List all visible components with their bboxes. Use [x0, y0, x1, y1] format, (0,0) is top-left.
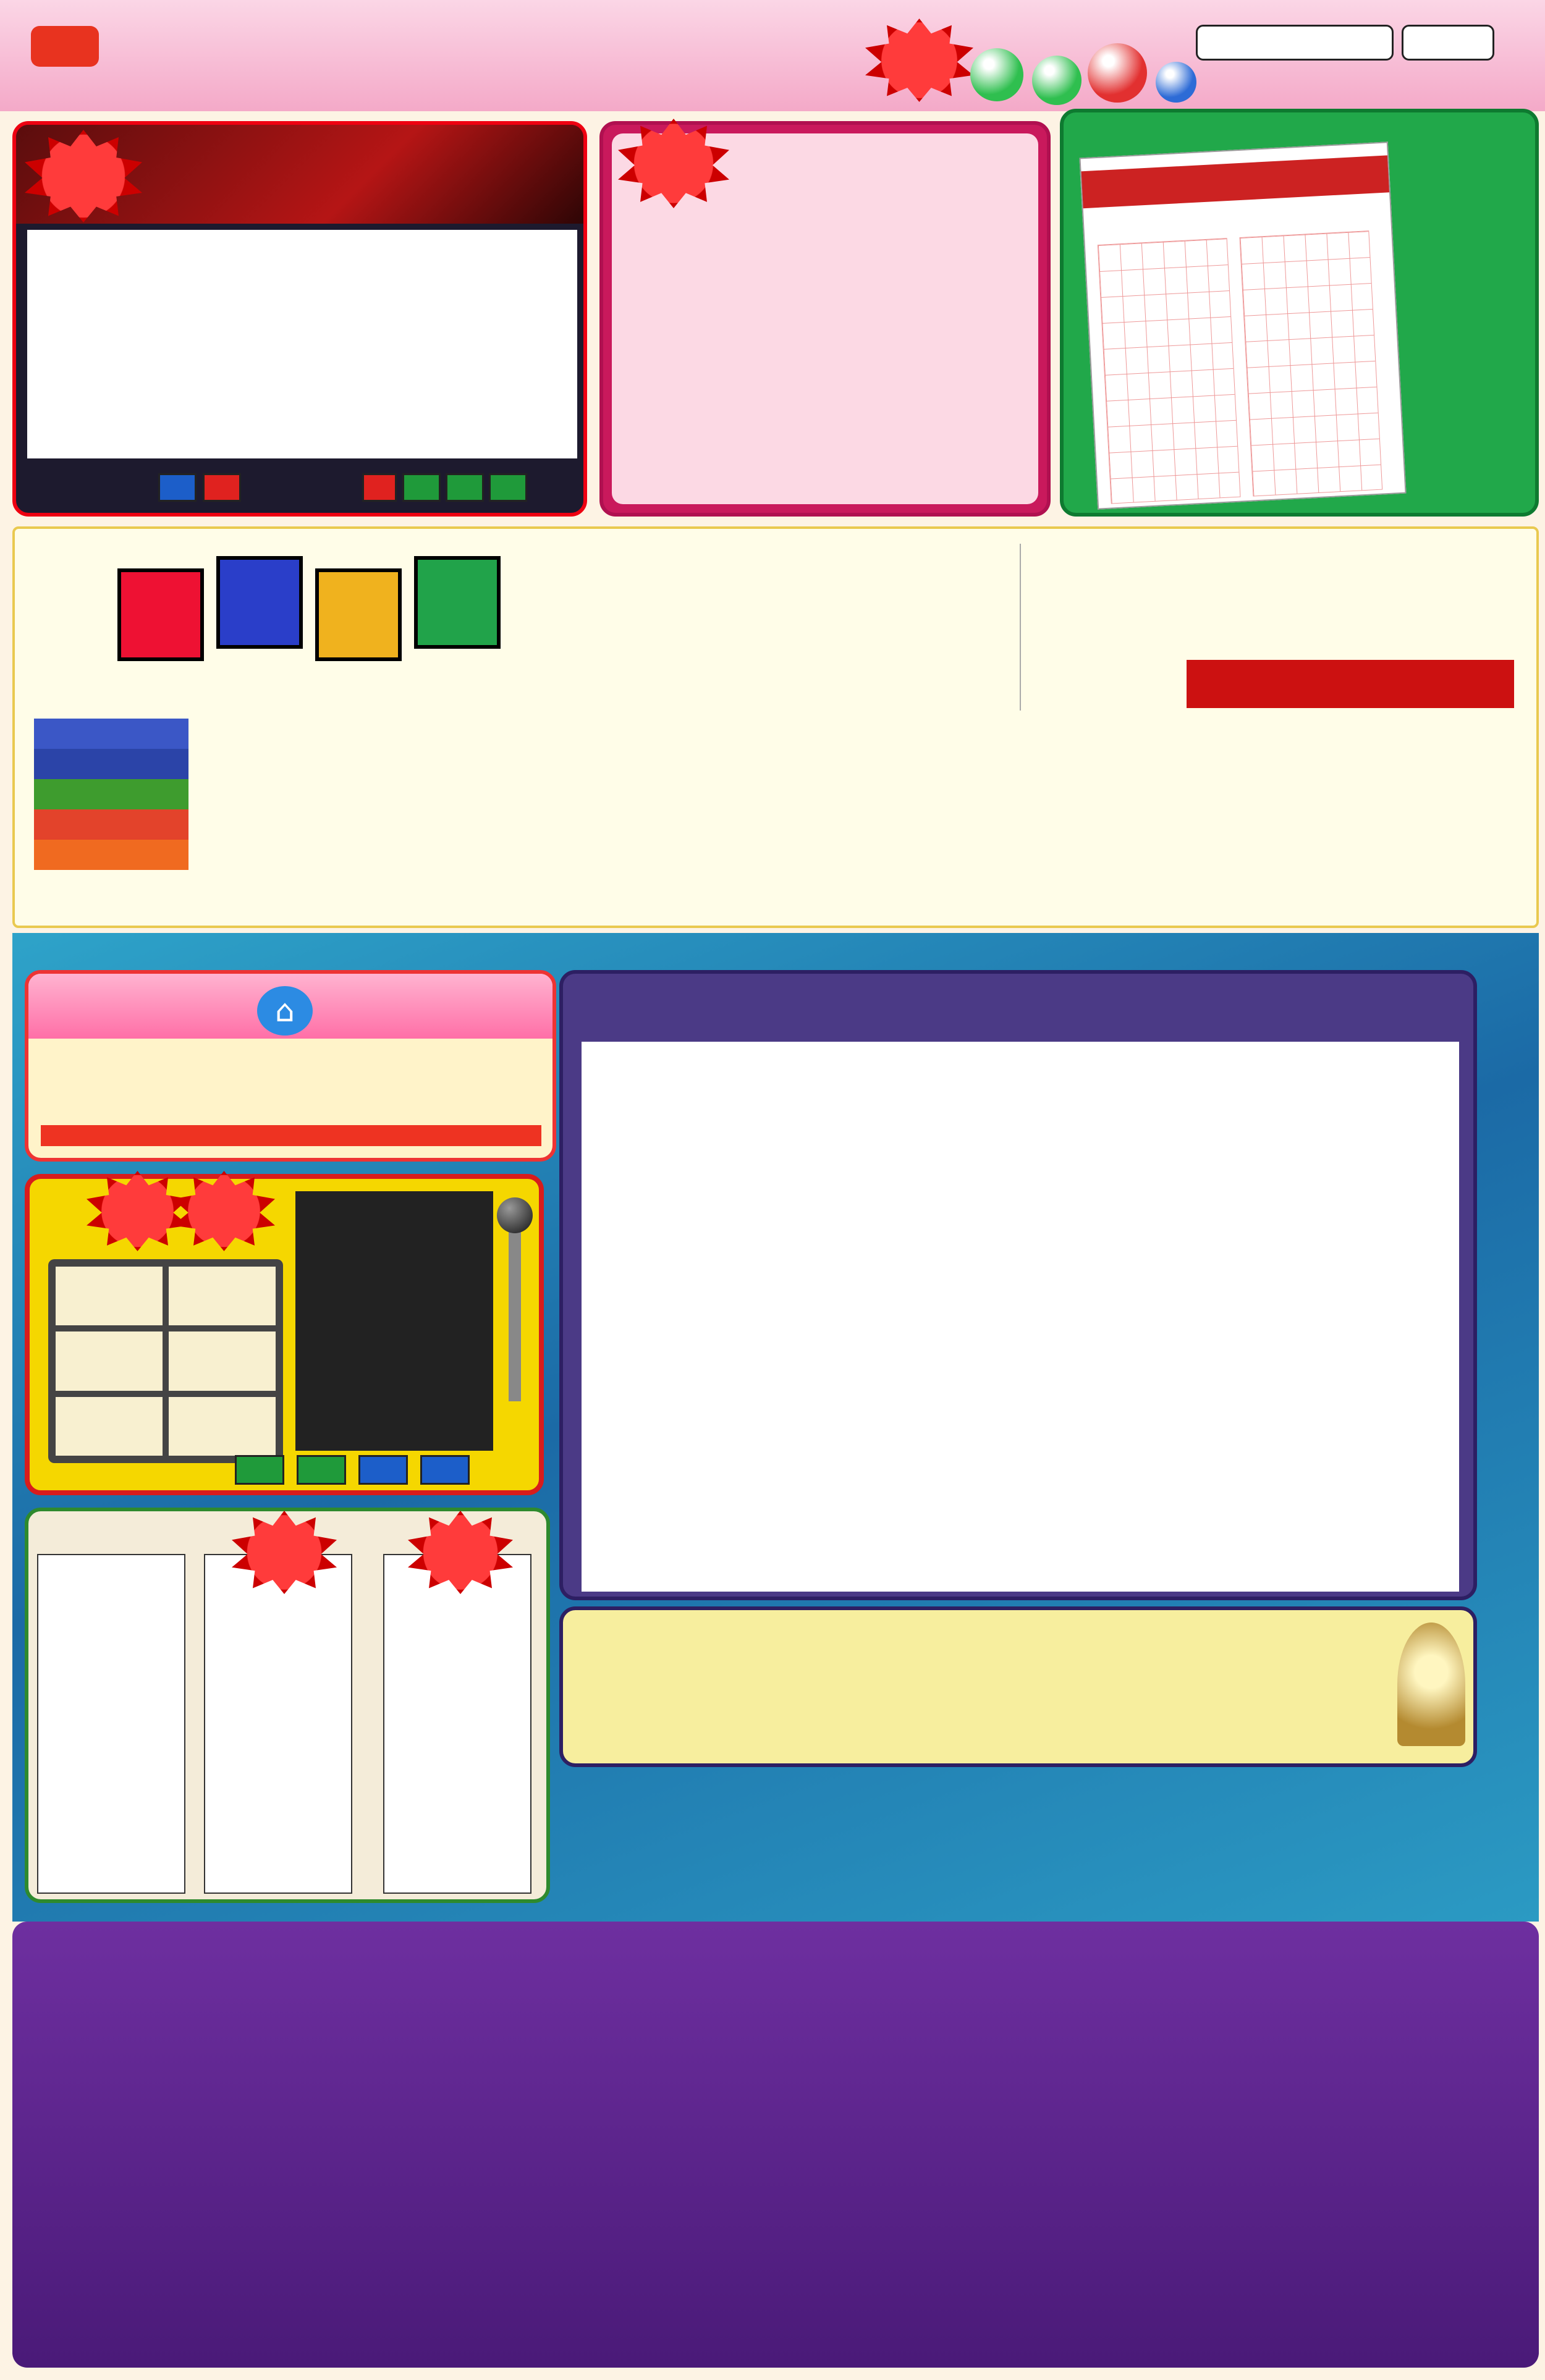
family-body	[53, 1047, 535, 1115]
slot-reel	[56, 1397, 163, 1456]
slip-grid-2	[1240, 230, 1383, 496]
dragon-title-char	[117, 568, 204, 661]
slot-number	[235, 1455, 284, 1485]
dragon-title-char	[25, 550, 111, 636]
slip-head-1	[1096, 214, 1220, 220]
family-note	[41, 1125, 541, 1146]
zhongyoumi-body	[628, 224, 1030, 471]
dragon-chart	[188, 717, 1511, 921]
dragon-divider	[1020, 544, 1021, 711]
history-title	[588, 982, 1453, 1038]
lottery-slip	[1079, 141, 1406, 509]
issue-date	[1196, 25, 1394, 61]
dragon-col1	[513, 544, 995, 711]
slot-reel	[169, 1267, 276, 1325]
family-panel	[25, 970, 556, 1162]
header-ball	[1088, 43, 1147, 103]
header-ball	[1156, 62, 1196, 103]
door-label	[34, 809, 188, 840]
dan-number	[203, 473, 241, 502]
slip-banner	[1079, 153, 1406, 209]
killers-title-bar	[559, 1634, 1474, 1671]
slot-reel	[56, 1331, 163, 1390]
dan-number	[158, 473, 197, 502]
tuo-number	[446, 473, 484, 502]
killers-area	[575, 1677, 1458, 1903]
slot-reel	[56, 1267, 163, 1325]
tuo-number	[402, 473, 441, 502]
slot-reel	[169, 1397, 276, 1456]
dragon-title-char	[315, 568, 402, 661]
heads-table-2	[204, 1554, 352, 1894]
slot-reels	[48, 1259, 283, 1463]
slip-head-2	[1238, 206, 1374, 213]
shentong-picks	[66, 471, 572, 504]
tuo-number	[489, 473, 527, 502]
slip-grid-1	[1098, 238, 1241, 504]
dragon-col2	[1029, 544, 1517, 655]
dragon-picks	[1187, 660, 1514, 708]
issue-weekday	[1402, 25, 1494, 61]
dragon-title	[25, 550, 507, 673]
slot-number	[358, 1455, 408, 1485]
slot-stats	[295, 1191, 493, 1451]
killers-title	[1149, 1634, 1187, 1670]
family-home-icon: ⌂	[257, 986, 313, 1036]
slot-number	[420, 1455, 470, 1485]
heads-table-1	[37, 1554, 185, 1894]
door-label	[34, 719, 188, 749]
slot-knob	[497, 1197, 533, 1233]
door-label	[34, 779, 188, 809]
door-label	[34, 749, 188, 779]
lottery-panel	[1060, 109, 1539, 517]
history-panel	[559, 970, 1477, 1600]
header-ball	[1032, 56, 1082, 105]
edition-badge	[31, 26, 99, 67]
slot-number	[297, 1455, 346, 1485]
slot-number-row	[235, 1455, 494, 1486]
shentong-body	[27, 230, 577, 458]
tuo-number	[362, 473, 397, 502]
dragon-title-char	[216, 556, 303, 649]
door-label	[34, 840, 188, 870]
slot-lever	[509, 1216, 521, 1401]
slot-reel	[169, 1331, 276, 1390]
heads-tables	[37, 1554, 538, 1894]
header-ball	[970, 48, 1023, 101]
bottom-panels	[25, 1983, 1526, 2360]
history-table-wrap	[582, 1042, 1459, 1592]
heads-table-3	[383, 1554, 531, 1894]
door-labels	[34, 719, 188, 870]
dragon-title-char	[414, 556, 501, 649]
